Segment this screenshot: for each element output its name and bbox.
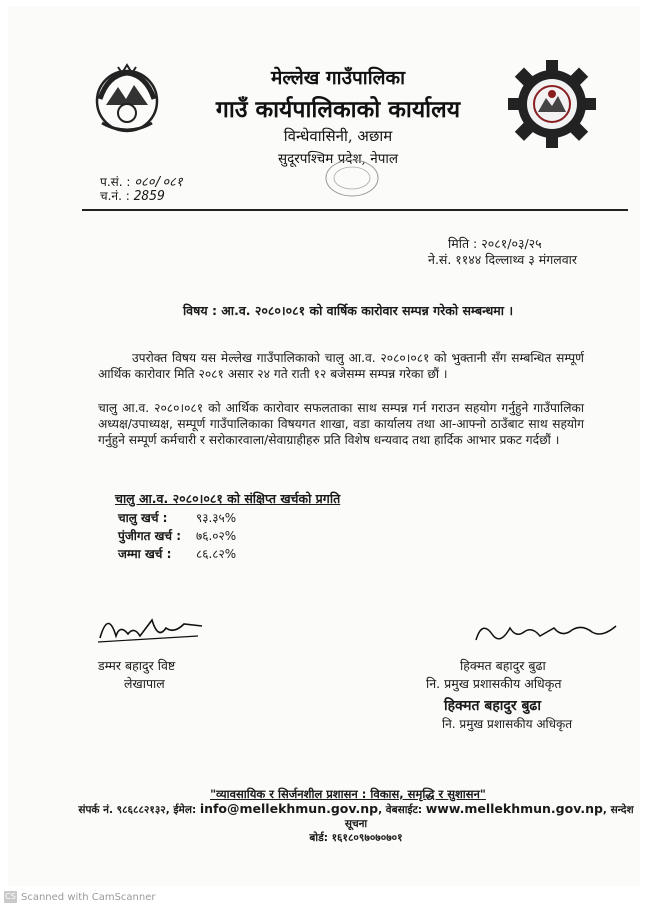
- body-paragraph-1: उपरोक्त विषय यस मेल्लेख गाउँपालिकाको चालु आ.व. २०८०।०८१ को भुक्तानी सँग सम्बन्धित सम्पूर्ण आर्थिक कारोवार मिति २०८१ असार २४ गते राती १२ बजेसम्म सम्पन्न गरेका छौं ।: [98, 351, 584, 381]
- notice-board-number: बोर्ड: १६१८०९७०७०७०१: [309, 832, 403, 844]
- accountant-title: लेखापाल: [124, 676, 165, 691]
- officer-stamp-name: हिक्मत बहादुर बुढा: [444, 698, 541, 714]
- province-name: सुदूरपश्चिम प्रदेश, नेपाल: [277, 151, 399, 167]
- notice-label: , सन्देश सूचना: [344, 804, 634, 830]
- watermark-text: Scanned with CamScanner: [21, 892, 156, 903]
- officer-stamp-title: नि. प्रमुख प्रशासकीय अधिकृत: [442, 717, 573, 731]
- cn-label: च.नं. :: [100, 189, 130, 203]
- office-location: विन्धेवासिनी, अछाम: [283, 127, 393, 145]
- municipality-name: मेल्लेख गाउँपालिका: [270, 67, 406, 89]
- officer-name: हिक्मत बहादुर बुढा: [460, 658, 546, 673]
- progress-label: जम्मा खर्च :: [118, 547, 172, 561]
- progress-value: ९३.३५%: [196, 511, 237, 525]
- progress-value: ७६.०२%: [196, 529, 237, 543]
- contact-prefix: संपर्क नं. ९८६८८२१३२, ईमेल:: [78, 804, 200, 816]
- date-nepal-sambat: ने.सं. ११४४ दिल्लाथ्व ३ मंगलवार: [428, 252, 578, 267]
- footer-motto: "व्यावसायिक र सिर्जनशील प्रशासन : विकास, समृद्धि र सुशासन": [210, 787, 486, 801]
- date-miti: मिति : २०८१/०३/२५: [448, 236, 542, 251]
- footer-contact: [66, 802, 646, 845]
- ps-value: ०८०/०८१: [134, 175, 183, 190]
- nepal-emblem-icon: [88, 61, 166, 139]
- progress-value: ८६.८२%: [196, 547, 237, 561]
- ps-label: प.सं. :: [100, 175, 131, 189]
- letter-page: [8, 6, 640, 886]
- reference-cn: [100, 187, 165, 204]
- email-link[interactable]: info@mellekhmun.gov.np: [199, 801, 379, 816]
- progress-label: पुंजीगत खर्च :: [118, 529, 182, 543]
- website-label: , वेबसाईट:: [378, 804, 426, 816]
- camscanner-watermark: [4, 891, 156, 903]
- accountant-signature-icon: [94, 606, 206, 648]
- body-paragraph-2: चालु आ.व. २०८०।०८१ को आर्थिक कारोवार सफलताका साथ सम्पन्न गर्न गराउन सहयोग गर्नुहुने गाउँपालिका अध्यक्ष/उपाध्यक्ष, सम्पूर्ण गाउँपालिकाका विषयगत शाखा, वडा कार्यालय तथा आ-आफ्नो ठाउँबाट साथ सहयोग गर्नुहुने सम्पूर्ण कर्मचारी र सरोकारवाला/सेवाग्राहीहरु प्रति विशेष धन्यवाद तथा हार्दिक आभार प्रकट गर्दछौं ।: [98, 401, 584, 447]
- progress-label: चालु खर्च :: [118, 511, 168, 525]
- progress-row-recurrent: [118, 509, 236, 526]
- office-stamp-icon: [324, 158, 380, 198]
- office-name: गाउँ कार्यपालिकाको कार्यालय: [215, 96, 461, 123]
- website-link[interactable]: www.mellekhmun.gov.np: [425, 801, 603, 816]
- letter-subject: विषय : आ.व. २०८०।०८१ को वार्षिक कारोवार सम्पन्न गरेको सम्बन्धमा ।: [182, 303, 514, 318]
- officer-title: नि. प्रमुख प्रशासकीय अधिकृत: [426, 676, 562, 691]
- progress-row-total: [118, 545, 236, 562]
- header-divider: [82, 209, 628, 211]
- cn-value: 2859: [133, 189, 165, 204]
- municipality-gear-logo-icon: [506, 58, 598, 150]
- camscanner-icon: CS: [5, 892, 16, 901]
- accountant-name: डम्मर बहादुर विष्ट: [98, 658, 176, 673]
- progress-title: चालु आ.व. २०८०।०८१ को संक्षिप्त खर्चको प्रगति: [115, 491, 341, 506]
- officer-signature-icon: [470, 616, 620, 650]
- progress-row-capital: [118, 527, 236, 544]
